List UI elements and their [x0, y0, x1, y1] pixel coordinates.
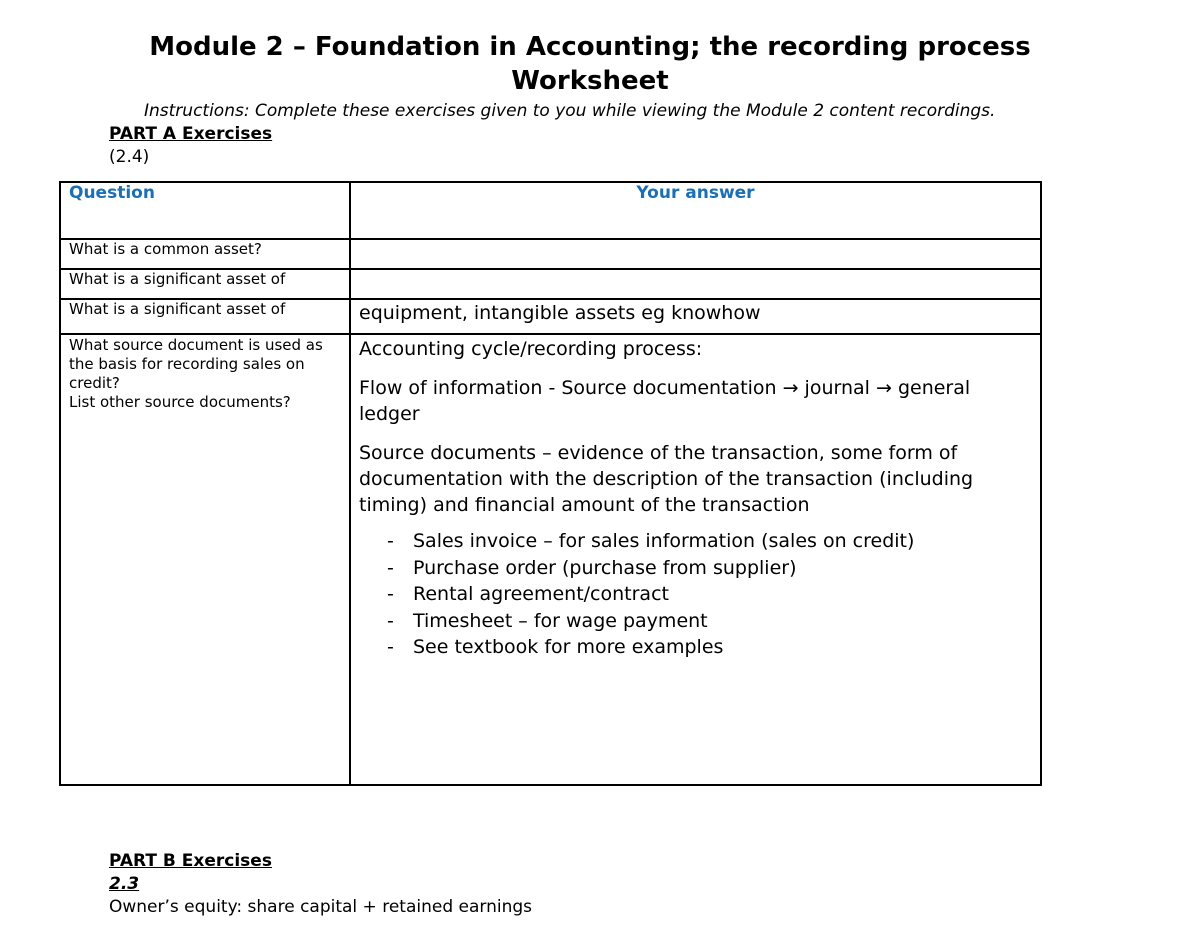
question-text: What is a significant asset of	[69, 270, 286, 288]
list-item-text: Timesheet – for wage payment	[413, 609, 708, 632]
answer-paragraph-2: Flow of information - Source documentation → journal → general ledger	[359, 377, 971, 425]
document-title	[0, 30, 1180, 98]
list-item	[387, 581, 1032, 608]
list-bullet: -	[387, 530, 394, 552]
source-document-list	[359, 528, 1032, 661]
answer-text: equipment, intangible assets eg knowhow	[359, 302, 761, 324]
answer-cell[interactable]	[350, 239, 1041, 269]
list-item-text: Sales invoice – for sales information (sales on credit)	[413, 530, 915, 552]
question-cell	[60, 299, 350, 334]
answer-cell[interactable]	[350, 299, 1041, 334]
list-item	[387, 555, 1032, 582]
table-row	[60, 239, 1041, 269]
list-bullet: -	[387, 636, 394, 658]
list-item	[387, 608, 1032, 635]
part-b-ref: 2.3	[109, 874, 140, 894]
answer-cell[interactable]	[350, 334, 1041, 785]
answer-cell[interactable]	[350, 269, 1041, 299]
question-cell	[60, 239, 350, 269]
list-item	[387, 634, 1032, 661]
question-text: What is a significant asset of	[69, 300, 286, 318]
question-text: What source document is used as the basis for recording sales on credit?	[69, 336, 323, 392]
table-row	[60, 334, 1041, 785]
question-cell	[60, 334, 350, 785]
list-item-text: See textbook for more examples	[413, 636, 724, 658]
part-a-ref: (2.4)	[109, 147, 150, 167]
title-line-1: Module 2 – Foundation in Accounting; the recording process	[149, 32, 1031, 62]
part-b-heading: PART B Exercises	[109, 851, 272, 871]
list-bullet: -	[387, 556, 394, 579]
list-bullet: -	[387, 583, 394, 605]
question-cell	[60, 269, 350, 299]
list-item-text: Rental agreement/contract	[413, 583, 669, 605]
table-header-row	[60, 182, 1041, 239]
qa-table	[59, 181, 1042, 786]
answer-paragraph-1: Accounting cycle/recording process:	[359, 338, 703, 360]
answer-paragraph-3: Source documents – evidence of the transaction, some form of documentation with the description of the transaction (including timing) and financial amount of the transaction	[359, 442, 974, 516]
title-line-2: Worksheet	[511, 66, 669, 96]
part-a-heading: PART A Exercises	[109, 124, 273, 144]
list-item	[387, 528, 1032, 555]
question-text-secondary: List other source documents?	[69, 393, 291, 411]
answer-column-header: Your answer	[350, 182, 1041, 239]
table-row	[60, 299, 1041, 334]
question-text: What is a common asset?	[69, 240, 262, 258]
instructions: Instructions: Complete these exercises given to you while viewing the Module 2 content recordings.	[144, 101, 996, 121]
table-row	[60, 269, 1041, 299]
owners-equity-line: Owner’s equity: share capital + retained earnings	[109, 897, 532, 917]
list-bullet: -	[387, 609, 394, 632]
list-item-text: Purchase order (purchase from supplier)	[413, 556, 797, 579]
answer-body	[359, 336, 1032, 661]
question-column-header: Question	[60, 182, 350, 239]
